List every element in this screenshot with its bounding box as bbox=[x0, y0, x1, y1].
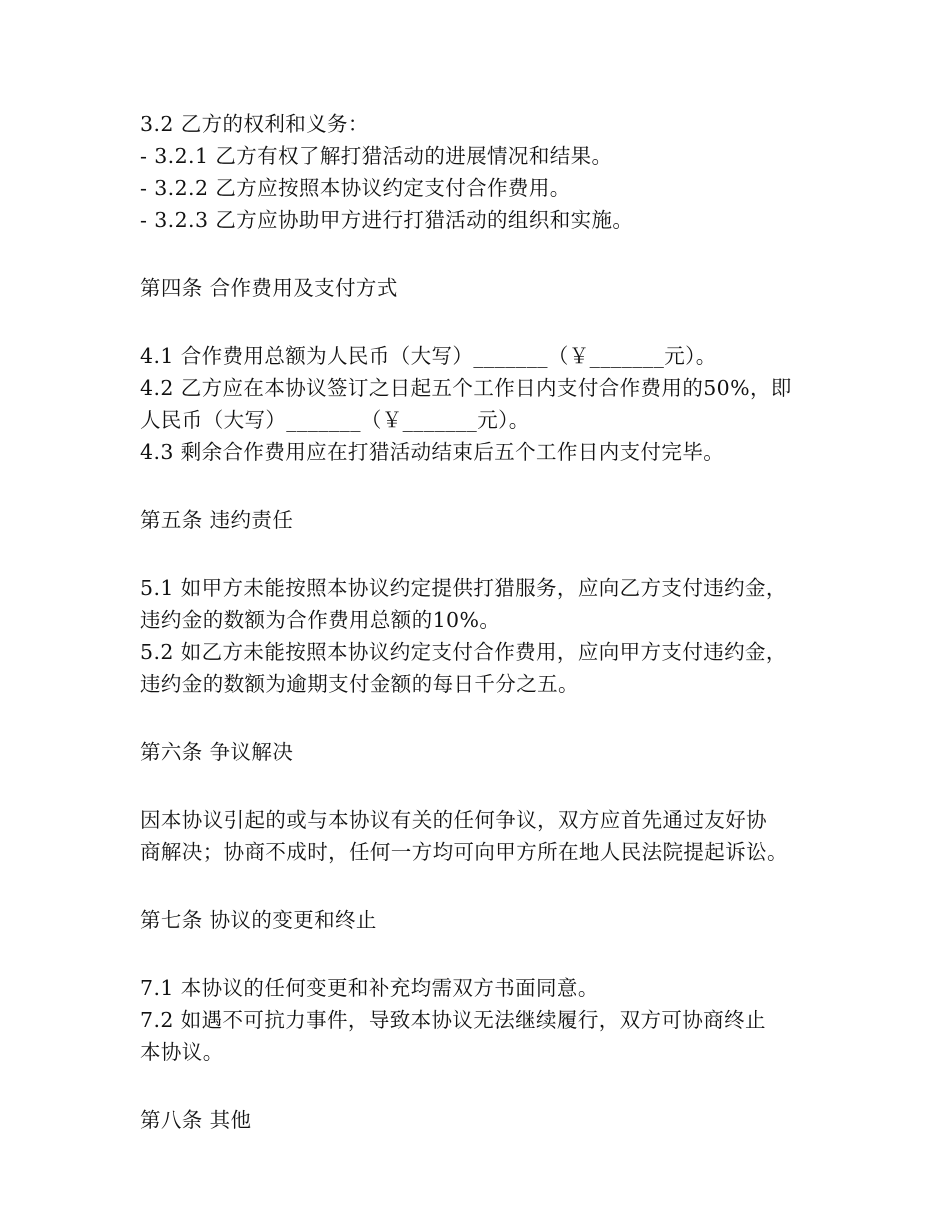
article-6-title: 第六条 争议解决 bbox=[140, 740, 294, 764]
article-line: 因本协议引起的或与本协议有关的任何争议，双方应首先通过友好协 bbox=[140, 808, 767, 832]
list-item: - 3.2.2 乙方应按照本协议约定支付合作费用。 bbox=[140, 176, 571, 200]
article-line: 人民币（大写）_______（￥_______元）。 bbox=[140, 408, 530, 432]
article-line: 4.2 乙方应在本协议签订之日起五个工作日内支付合作费用的50%，即 bbox=[140, 376, 792, 400]
article-line: 7.1 本协议的任何变更和补充均需双方书面同意。 bbox=[140, 976, 599, 1000]
article-line: 7.2 如遇不可抗力事件，导致本协议无法继续履行，双方可协商终止 bbox=[140, 1008, 766, 1032]
article-8-title: 第八条 其他 bbox=[140, 1108, 252, 1132]
article-line: 5.1 如甲方未能按照本协议约定提供打猎服务，应向乙方支付违约金， bbox=[140, 576, 787, 600]
article-7-title: 第七条 协议的变更和终止 bbox=[140, 908, 377, 932]
article-line: 违约金的数额为逾期支付金额的每日千分之五。 bbox=[140, 672, 579, 696]
document-page bbox=[140, 108, 840, 1136]
article-line: 商解决；协商不成时，任何一方均可向甲方所在地人民法院提起诉讼。 bbox=[140, 840, 788, 864]
list-item: - 3.2.1 乙方有权了解打猎活动的进展情况和结果。 bbox=[140, 144, 613, 168]
article-5-title: 第五条 违约责任 bbox=[140, 508, 294, 532]
article-line: 本协议。 bbox=[140, 1040, 224, 1064]
list-item: - 3.2.3 乙方应协助甲方进行打猎活动的组织和实施。 bbox=[140, 208, 634, 232]
article-4-title: 第四条 合作费用及支付方式 bbox=[140, 276, 398, 300]
article-line: 5.2 如乙方未能按照本协议约定支付合作费用，应向甲方支付违约金， bbox=[140, 640, 787, 664]
article-line: 违约金的数额为合作费用总额的10%。 bbox=[140, 608, 501, 632]
article-line: 4.3 剩余合作费用应在打猎活动结束后五个工作日内支付完毕。 bbox=[140, 440, 725, 464]
section-3-2-heading: 3.2 乙方的权利和义务： bbox=[140, 112, 369, 136]
article-line: 4.1 合作费用总额为人民币（大写）_______（￥_______元）。 bbox=[140, 344, 717, 368]
